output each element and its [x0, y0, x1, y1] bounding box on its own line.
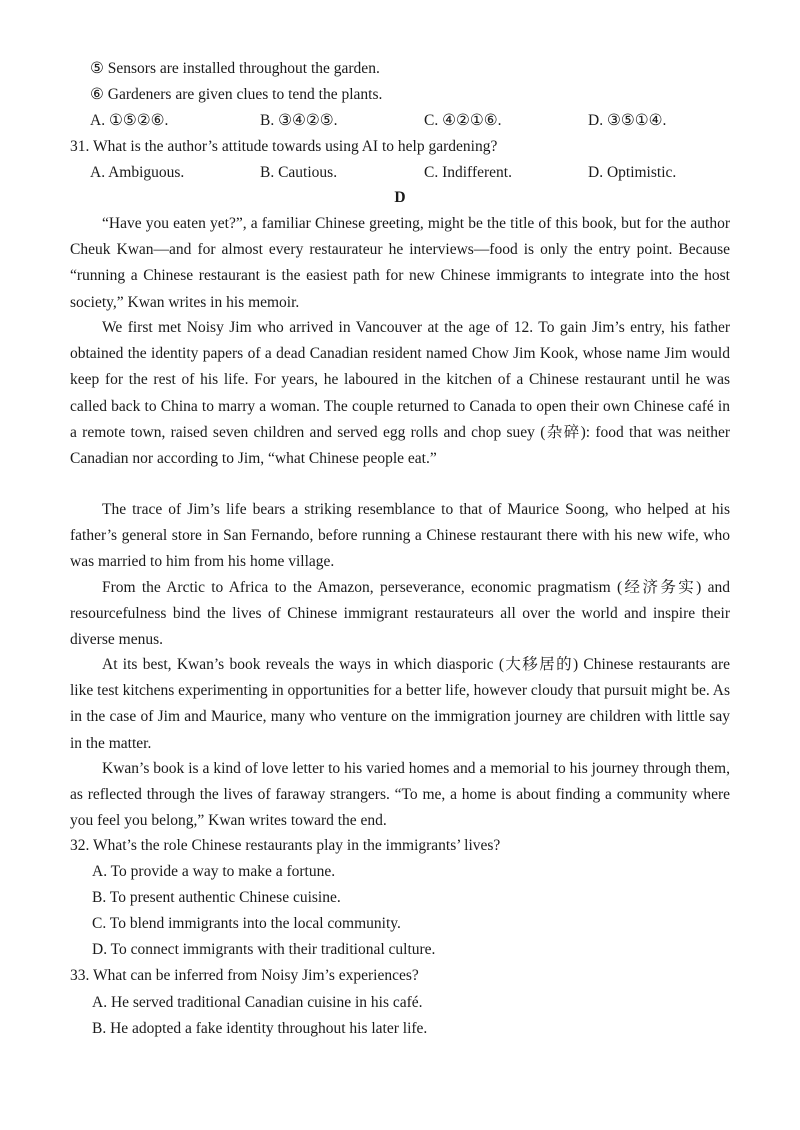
prev-option-d: D. ③⑤①④. [588, 112, 667, 129]
prev-option-a: A. ①⑤②⑥. [90, 112, 169, 129]
question-33-stem: 33. What can be inferred from Noisy Jim’s experiences? [70, 967, 419, 984]
passage-paragraph-6: Kwan’s book is a kind of love letter to his varied homes and a memorial to his journey through them, as reflected through the lives of faraway strangers. “To me, a home is about finding a community where you feel you belong,” Kwan writes toward the end. [70, 760, 730, 830]
passage-paragraph-4: From the Arctic to Africa to the Amazon, perseverance, economic pragmatism (经济务实) and resourcefulness bind the lives of Chinese immigrant restaurateurs all over the world and inspire their diverse menus. [70, 579, 730, 649]
passage-paragraph-3: The trace of Jim’s life bears a striking resemblance to that of Maurice Soong, who helped at his father’s general store in San Fernando, before running a Chinese restaurant there with his new wife, who was married to him from his home village. [70, 501, 730, 571]
question-32-option-b: B. To present authentic Chinese cuisine. [92, 889, 341, 906]
question-31-option-c: C. Indifferent. [424, 164, 512, 181]
question-32-option-a: A. To provide a way to make a fortune. [92, 863, 336, 880]
question-32-option-c: C. To blend immigrants into the local community. [92, 915, 401, 932]
question-31-stem: 31. What is the author’s attitude towards using AI to help gardening? [70, 138, 498, 155]
statement-6: ⑥ Gardeners are given clues to tend the plants. [90, 86, 383, 103]
question-31-option-b: B. Cautious. [260, 164, 338, 181]
prev-option-c: C. ④②①⑥. [424, 112, 502, 129]
statement-5: ⑤ Sensors are installed throughout the garden. [90, 60, 380, 77]
question-33-option-a: A. He served traditional Canadian cuisine in his café. [92, 994, 423, 1011]
question-31-option-d: D. Optimistic. [588, 164, 677, 181]
passage-paragraph-5: At its best, Kwan’s book reveals the ways in which diasporic (大移居的) Chinese restaurants are like test kitchens experimenting in opportunities for a better life, however cloudy that pursuit might be. As in the case of Jim and Maurice, many who venture on the immigration journey are children with little say in the matter. [70, 656, 730, 752]
passage-paragraph-2: We first met Noisy Jim who arrived in Vancouver at the age of 12. To gain Jim’s entry, his father obtained the identity papers of a dead Canadian resident named Chow Jim Kook, whose name Jim would keep for the rest of his life. For years, he laboured in the kitchen of a Chinese restaurant until he was called back to China to marry a woman. The couple returned to Canada to open their own Chinese café in a remote town, raised seven children and served egg rolls and chop suey (杂碎): food that was neither Canadian nor according to Jim, “what Chinese people eat.” [70, 319, 730, 468]
question-33-option-b: B. He adopted a fake identity throughout his later life. [92, 1020, 428, 1037]
question-32-option-d: D. To connect immigrants with their traditional culture. [92, 941, 436, 958]
section-heading: D [394, 189, 406, 206]
passage-paragraph-1: “Have you eaten yet?”, a familiar Chinese greeting, might be the title of this book, but for the author Cheuk Kwan—and for almost every restaurateur he interviews—food is only the entry point. Because “running a Chinese restaurant is the easiest path for new Chinese immigrants to integrate into the host society,” Kwan writes in his memoir. [70, 215, 730, 311]
prev-option-b: B. ③④②⑤. [260, 112, 338, 129]
question-31-option-a: A. Ambiguous. [90, 164, 185, 181]
question-32-stem: 32. What’s the role Chinese restaurants play in the immigrants’ lives? [70, 837, 501, 854]
